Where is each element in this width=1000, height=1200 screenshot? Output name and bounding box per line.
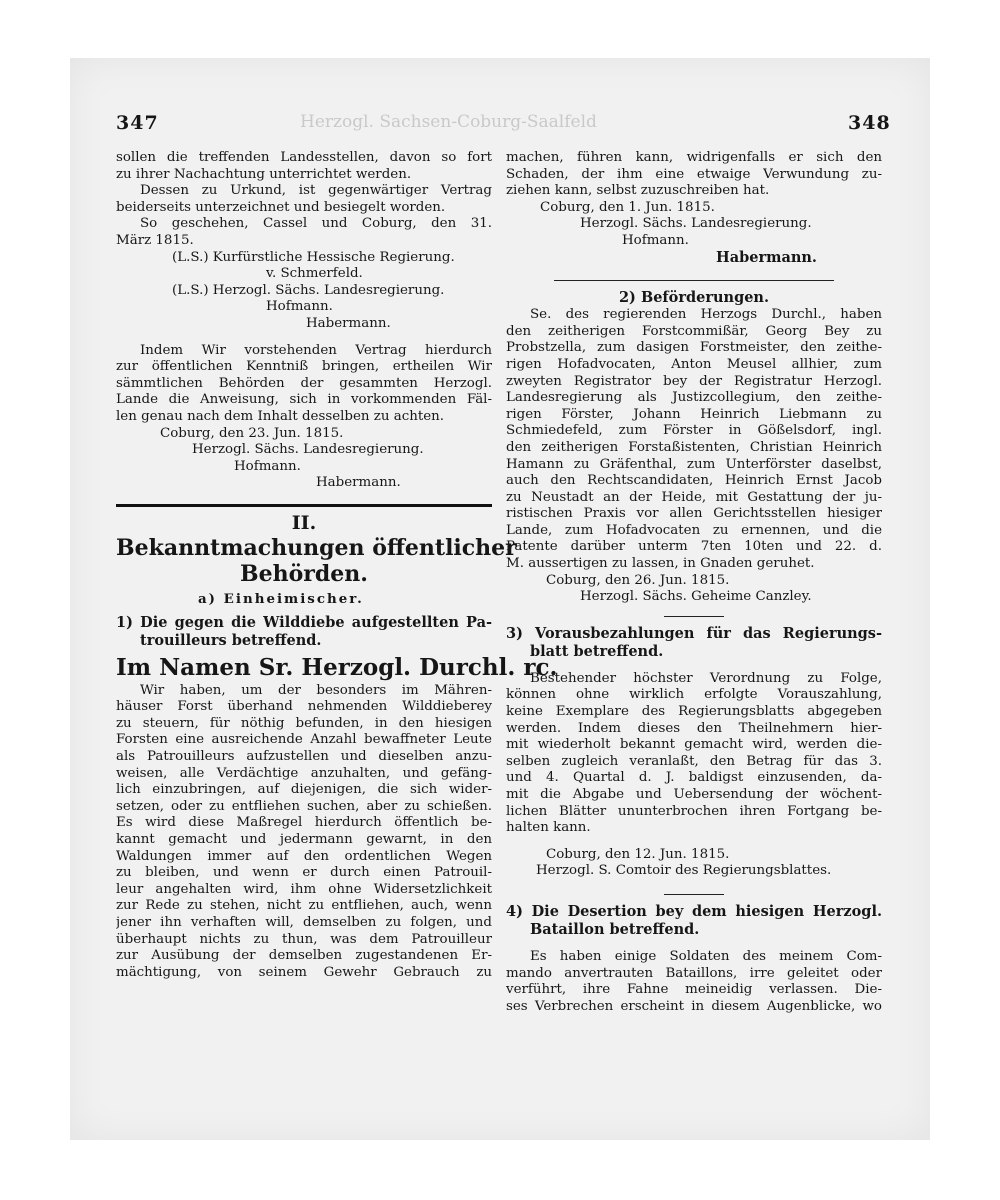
- section-divider: [116, 504, 492, 507]
- text-line: den zeitherigen Forstaßistenten, Christian Heinrich: [506, 439, 882, 455]
- signer-name: Hofmann.: [234, 458, 301, 474]
- text-line: überhaupt nichts zu thun, was dem Patrouilleur: [116, 931, 492, 947]
- text-line: beiderseits unterzeichnet und besiegelt worden.: [116, 199, 446, 215]
- text-line: jener ihn verhaften will, demselben zu folgen, und: [116, 914, 492, 930]
- text-line: Schmiedefeld, zum Förster in Gößelsdorf, ingl.: [506, 423, 882, 439]
- signer-name: Habermann.: [716, 249, 817, 266]
- text-line: rigen Förster, Johann Heinrich Liebmann zu: [506, 406, 882, 422]
- signer-office: Herzogl. S. Comtoir des Regierungsblattes.: [536, 863, 832, 879]
- signer-office: Herzogl. Sächs. Landesregierung.: [580, 216, 812, 232]
- text-line: setzen, oder zu entfliehen suchen, aber zu schießen.: [116, 798, 492, 814]
- text-line: März 1815.: [116, 232, 194, 248]
- text-line: leur angehalten wird, ihm ohne Widersetzlichkeit: [116, 881, 492, 897]
- text-line: Forsten eine ausreichende Anzahl bewaffneter Leute: [116, 732, 492, 748]
- text-line: Schaden, der ihm eine etwaige Verwundung zu-: [506, 166, 882, 182]
- text-line: weisen, alle Verdächtige anzuhalten, und gefäng-: [116, 765, 492, 781]
- text-line: Wir haben, um der besonders im Mähren-: [140, 682, 492, 698]
- text-line: Lande die Anweisung, sich in vorkommenden Fäl-: [116, 392, 492, 408]
- text-line: keine Exemplare des Regierungsblatts abgegeben: [506, 704, 882, 720]
- item-title: 2) Beförderungen.: [618, 289, 770, 307]
- text-line: mando anvertrauten Bataillons, irre geleitet oder: [506, 965, 882, 981]
- text-line: Lande, zum Hofadvocaten zu ernennen, und die: [506, 522, 882, 538]
- text-line: Landesregierung als Justizcollegium, den zeithe-: [506, 390, 882, 406]
- text-line: machen, führen kann, widrigenfalls er sich den: [506, 150, 882, 165]
- text-line: zweyten Registrator bey der Registratur Herzogl.: [506, 373, 882, 389]
- text-line: ristischen Praxis vor allen Gerichtsstellen hiesiger: [506, 506, 882, 522]
- text-line: sämmtlichen Behörden der gesammten Herzogl.: [116, 375, 492, 391]
- text-line: häuser Forst überhand nehmenden Wilddieberey: [116, 699, 492, 715]
- text-line: als Patrouilleurs aufzustellen und dieselben anzu-: [116, 749, 492, 765]
- text-line: M. aussertigen zu lassen, in Gnaden geruhet.: [506, 556, 815, 572]
- text-line: zu ihrer Nachachtung unterrichtet werden.: [116, 166, 412, 182]
- date-line: Coburg, den 26. Jun. 1815.: [546, 572, 730, 588]
- text-line: sollen die treffenden Landesstellen, davon so fort: [116, 150, 492, 165]
- text-line: Dessen zu Urkund, ist gegenwärtiger Vertrag: [140, 183, 492, 199]
- signer-office: Herzogl. Sächs. Landesregierung.: [192, 442, 424, 458]
- text-line: selben zugleich veranlaßt, den Betrag für das 3.: [506, 753, 882, 769]
- date-line: Coburg, den 23. Jun. 1815.: [160, 425, 344, 441]
- date-line: Coburg, den 12. Jun. 1815.: [546, 846, 730, 862]
- item-title: Bataillon betreffend.: [530, 920, 700, 938]
- text-line: ses Verbrechen erscheint in diesem Augenblicke, wo: [506, 998, 882, 1014]
- text-line: zu Neustadt an der Heide, mit Gestattung der ju-: [506, 489, 882, 505]
- item-title: 4) Die Desertion bey dem hiesigen Herzogl.: [506, 902, 882, 920]
- section-number: II.: [291, 511, 317, 534]
- text-line: Bestehender höchster Verordnung zu Folge,: [530, 670, 882, 686]
- text-line: zu bleiben, und wenn er durch einen Patrouil-: [116, 865, 492, 881]
- text-line: werden. Indem dieses den Theilnehmern hier-: [506, 720, 882, 736]
- text-line: rigen Hofadvocaten, Anton Meusel allhier, zum: [506, 356, 882, 372]
- text-line: können ohne wirklich erfolgte Vorauszahlung,: [506, 687, 882, 703]
- signer-name: Habermann.: [306, 315, 391, 331]
- text-line: Indem Wir vorstehenden Vertrag hierdurch: [140, 342, 492, 358]
- text-line: auch den Rechtscandidaten, Heinrich Ernst Jacob: [506, 473, 882, 489]
- text-line: Waldungen immer auf den ordentlichen Wegen: [116, 848, 492, 864]
- text-line: mit die Abgabe und Uebersendung der wöchent-: [506, 787, 882, 802]
- item-title: blatt betreffend.: [530, 642, 664, 660]
- text-line: mächtigung, von seinem Gewehr Gebrauch zu: [116, 964, 492, 980]
- right-column: [506, 150, 882, 1015]
- signer-name: v. Schmerfeld.: [266, 266, 363, 282]
- divider: [664, 616, 724, 617]
- divider: [554, 280, 834, 281]
- text-line: lich einzubringen, auf diejenigen, die sich wider-: [116, 782, 492, 798]
- text-line: lichen Blätter ununterbrochen ihren Fortgang be-: [506, 803, 882, 819]
- text-line: So geschehen, Cassel und Coburg, den 31.: [140, 216, 492, 232]
- section-title: Behörden.: [240, 561, 368, 588]
- text-line: zur Rede zu stehen, nicht zu entfliehen, auch, wenn: [116, 898, 492, 914]
- bleed-through-header: Herzogl. Sachsen-Coburg-Saalfeld: [300, 112, 597, 132]
- item-title: 3) Vorausbezahlungen für das Regierungs-: [506, 624, 882, 642]
- date-line: Coburg, den 1. Jun. 1815.: [540, 199, 715, 215]
- text-line: Patente darüber unterm 7ten 10ten und 22. d.: [506, 539, 882, 555]
- subsection-title: a) Einheimischer.: [198, 591, 364, 608]
- proclamation-heading: Im Namen Sr. Herzogl. Durchl. rc.: [116, 654, 558, 682]
- text-line: Es haben einige Soldaten des meinem Com-: [530, 948, 882, 964]
- text-line: mit wiederholt bekannt gemacht wird, werden die-: [506, 737, 882, 753]
- signer-name: Habermann.: [316, 475, 401, 491]
- signer-name: Hofmann.: [622, 232, 689, 248]
- text-line: zur Ausübung der demselben zugestandenen Er-: [116, 948, 492, 964]
- text-line: Hamann zu Gräfenthal, zum Unterförster daselbst,: [506, 456, 882, 472]
- item-title: 1) Die gegen die Wilddiebe aufgestellten Pa-: [116, 614, 492, 632]
- divider: [664, 894, 724, 895]
- text-line: Probstzella, zum dasigen Forstmeister, den zeithe-: [506, 340, 882, 356]
- item-title: trouilleurs betreffend.: [140, 632, 322, 650]
- text-line: verführt, ihre Fahne meineidig verlassen. Die-: [506, 982, 882, 998]
- text-line: Es wird diese Maßregel hierdurch öffentlich be-: [116, 815, 492, 831]
- seal-signature-line: (L.S.) Kurfürstliche Hessische Regierung.: [172, 249, 455, 265]
- text-line: len genau nach dem Inhalt desselben zu achten.: [116, 408, 445, 424]
- text-line: zu steuern, für nöthig befunden, in den hiesigen: [116, 715, 492, 731]
- section-title: Bekanntmachungen öffentlicher: [116, 535, 517, 562]
- signer-office: Herzogl. Sächs. Geheime Canzley.: [580, 589, 812, 605]
- page-number-left: 347: [116, 112, 159, 134]
- text-line: und 4. Quartal d. J. baldigst einzusenden, da-: [506, 770, 882, 786]
- text-line: ziehen kann, selbst zuzuschreiben hat.: [506, 183, 770, 199]
- seal-signature-line: (L.S.) Herzogl. Sächs. Landesregierung.: [172, 282, 445, 298]
- signer-name: Hofmann.: [266, 299, 333, 315]
- page-number-right: 348: [848, 112, 891, 134]
- text-line: Se. des regierenden Herzogs Durchl., haben: [530, 307, 882, 323]
- text-line: kannt gemacht und jedermann gewarnt, in den: [116, 832, 492, 847]
- text-line: halten kann.: [506, 820, 591, 836]
- text-line: zur öffentlichen Kenntniß bringen, ertheilen Wir: [116, 359, 492, 375]
- text-line: den zeitherigen Forstcommißär, Georg Bey zu: [506, 323, 882, 339]
